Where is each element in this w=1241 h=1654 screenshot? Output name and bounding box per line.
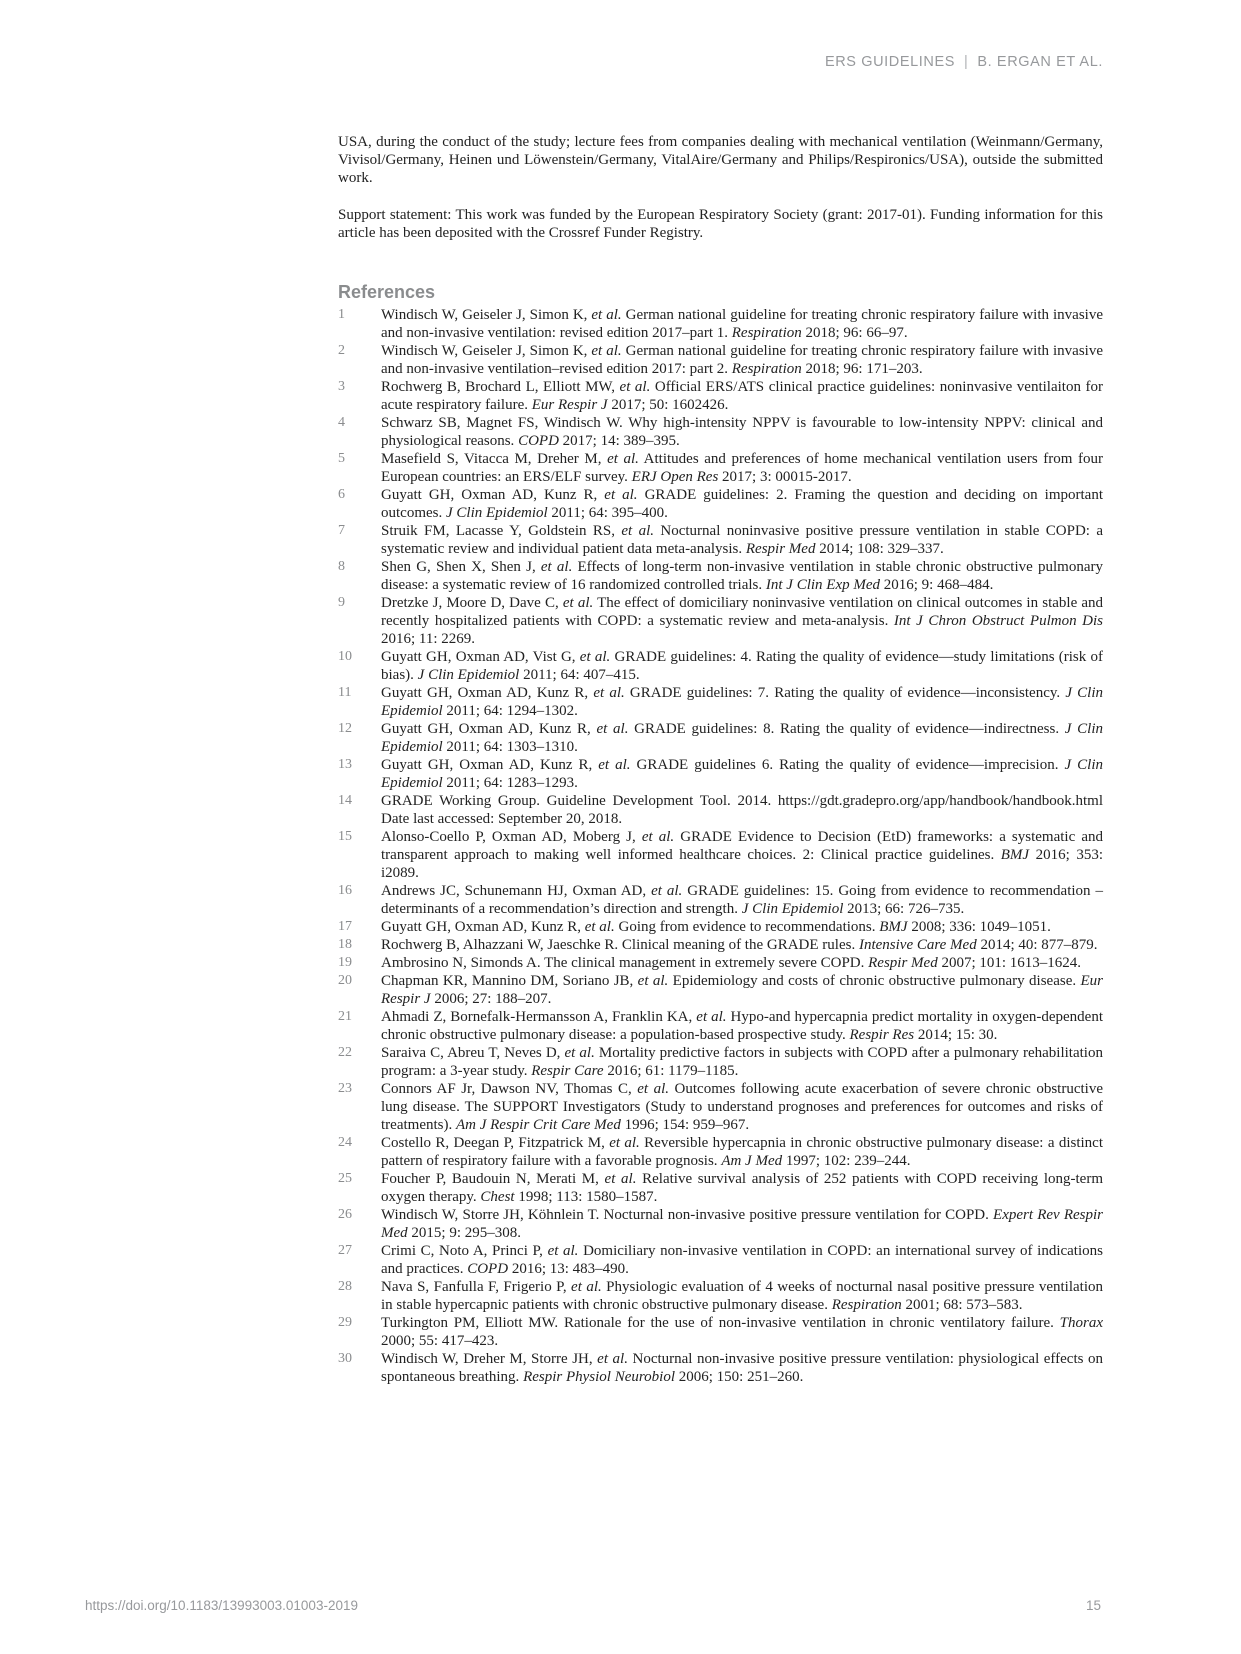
reference-number: 26 (338, 1207, 352, 1223)
reference-number: 7 (338, 523, 345, 539)
reference-item (338, 1314, 1103, 1350)
reference-item (338, 1134, 1103, 1170)
content-column (338, 133, 1103, 1386)
reference-number: 27 (338, 1243, 352, 1259)
reference-item (338, 792, 1103, 828)
reference-number: 4 (338, 415, 345, 431)
reference-number: 1 (338, 307, 345, 323)
reference-number: 16 (338, 883, 352, 899)
reference-text: Guyatt GH, Oxman AD, Kunz R, et al. GRADE guidelines: 8. Rating the quality of evidence—indirectness. J Clin Epidemiol 2011; 64: 1303–1310. (381, 721, 1103, 756)
reference-item (338, 1242, 1103, 1278)
reference-item (338, 828, 1103, 882)
reference-text: Saraiva C, Abreu T, Neves D, et al. Mortality predictive factors in subjects with COPD after a pulmonary rehabilitation program: a 3-year study. Respir Care 2016; 61: 1179–1185. (381, 1045, 1103, 1080)
reference-number: 19 (338, 955, 352, 971)
reference-text: Guyatt GH, Oxman AD, Kunz R, et al. GRADE guidelines: 2. Framing the question and deciding on important outcomes. J Clin Epidemiol 2011; 64: 395–400. (381, 487, 1104, 522)
reference-item (338, 306, 1103, 342)
reference-number: 10 (338, 649, 352, 665)
reference-item (338, 720, 1103, 756)
reference-text: Costello R, Deegan P, Fitzpatrick M, et al. Reversible hypercapnia in chronic obstructive pulmonary disease: a distinct pattern of respiratory failure with a favorable prognosis. Am J Med 1997; 102: 239–244. (381, 1135, 1104, 1170)
reference-number: 6 (338, 487, 345, 503)
disclosure-paragraph: USA, during the conduct of the study; lecture fees from companies dealing with mechanical ventilation (Weinmann/Germany, Vivisol/Germany, Heinen und Löwenstein/Germany, VitalAire/Germany and Philips/Respironics/USA), outside the submitted work. (338, 134, 1103, 187)
references-heading: References (338, 282, 436, 303)
running-header-separator: | (964, 54, 969, 70)
reference-item (338, 1278, 1103, 1314)
reference-item (338, 882, 1103, 918)
reference-text: Masefield S, Vitacca M, Dreher M, et al. Attitudes and preferences of home mechanical ventilation users from four European countries: an ERS/ELF survey. ERJ Open Res 2017; 3: 00015-2017. (381, 451, 1103, 486)
reference-item (338, 1170, 1103, 1206)
reference-number: 3 (338, 379, 345, 395)
reference-text: Windisch W, Geiseler J, Simon K, et al. German national guideline for treating chronic respiratory failure with invasive and non-invasive ventilation: revised edition 2017–part 1. Respiration 2018; 96: 66–97. (381, 307, 1103, 342)
reference-text: Windisch W, Dreher M, Storre JH, et al. Nocturnal non-invasive positive pressure ventilation: physiological effects on spontaneous breathing. Respir Physiol Neurobiol 2006; 150: 251–260. (381, 1351, 1104, 1386)
reference-number: 25 (338, 1171, 352, 1187)
reference-number: 30 (338, 1351, 352, 1367)
reference-item (338, 486, 1103, 522)
reference-number: 11 (338, 685, 352, 701)
reference-text: Ahmadi Z, Bornefalk-Hermansson A, Franklin KA, et al. Hypo-and hypercapnia predict mortality in oxygen-dependent chronic obstructive pulmonary disease: a population-based prospective study. Respir Res 2014; 15: 30. (381, 1009, 1103, 1044)
reference-item (338, 972, 1103, 1008)
reference-text: Foucher P, Baudouin N, Merati M, et al. Relative survival analysis of 252 patients with COPD receiving long-term oxygen therapy. Chest 1998; 113: 1580–1587. (381, 1171, 1103, 1206)
running-header-section: ERS GUIDELINES (824, 54, 956, 70)
reference-number: 2 (338, 343, 345, 359)
reference-text: Struik FM, Lacasse Y, Goldstein RS, et al. Nocturnal noninvasive positive pressure ventilation in stable COPD: a systematic review and individual patient data meta-analysis. Respir Med 2014; 108: 329–337. (381, 523, 1103, 558)
reference-number: 15 (338, 829, 352, 845)
reference-item (338, 954, 1103, 972)
reference-item (338, 756, 1103, 792)
reference-number: 29 (338, 1315, 352, 1331)
reference-item (338, 648, 1103, 684)
reference-text: Guyatt GH, Oxman AD, Kunz R, et al. GRADE guidelines 6. Rating the quality of evidence—imprecision. J Clin Epidemiol 2011; 64: 1283–1293. (381, 757, 1103, 792)
reference-text: Rochwerg B, Brochard L, Elliott MW, et al. Official ERS/ATS clinical practice guidelines: noninvasive ventilaiton for acute respiratory failure. Eur Respir J 2017; 50: 1602426. (381, 379, 1103, 414)
reference-number: 8 (338, 559, 345, 575)
reference-text: Chapman KR, Mannino DM, Soriano JB, et al. Epidemiology and costs of chronic obstructive pulmonary disease. Eur Respir J 2006; 27: 188–207. (381, 973, 1103, 1008)
reference-text: GRADE Working Group. Guideline Development Tool. 2014. https://gdt.gradepro.org/app/handbook/handbook.html Date last accessed: September 20, 2018. (381, 793, 1103, 828)
reference-text: Turkington PM, Elliott MW. Rationale for the use of non-invasive ventilation in chronic ventilatory failure. Thorax 2000; 55: 417–423. (381, 1315, 1103, 1350)
reference-text: Nava S, Fanfulla F, Frigerio P, et al. Physiologic evaluation of 4 weeks of nocturnal nasal positive pressure ventilation in stable hypercapnic patients with chronic obstructive pulmonary disease. Respiration 2001; 68: 573–583. (381, 1279, 1104, 1314)
reference-item (338, 450, 1103, 486)
reference-number: 20 (338, 973, 352, 989)
reference-number: 13 (338, 757, 352, 773)
reference-text: Dretzke J, Moore D, Dave C, et al. The effect of domiciliary noninvasive ventilation on clinical outcomes in stable and recently hospitalized patients with COPD: a systematic review and meta-analysis. Int J Chron Obstruct Pulmon Dis 2016; 11: 2269. (381, 595, 1104, 648)
reference-item (338, 1080, 1103, 1134)
reference-item (338, 918, 1103, 936)
reference-item (338, 378, 1103, 414)
reference-number: 23 (338, 1081, 352, 1097)
reference-item (338, 414, 1103, 450)
reference-item (338, 684, 1103, 720)
reference-item (338, 1206, 1103, 1242)
footer-doi-link: https://doi.org/10.1183/13993003.01003-2019 (85, 1598, 358, 1613)
reference-text: Guyatt GH, Oxman AD, Kunz R, et al. GRADE guidelines: 7. Rating the quality of evidence—inconsistency. J Clin Epidemiol 2011; 64: 1294–1302. (381, 685, 1103, 720)
reference-text: Schwarz SB, Magnet FS, Windisch W. Why high-intensity NPPV is favourable to low-intensity NPPV: clinical and physiological reasons. COPD 2017; 14: 389–395. (381, 415, 1103, 450)
reference-number: 21 (338, 1009, 352, 1025)
reference-item (338, 522, 1103, 558)
running-header-authors: B. ERGAN ET AL. (977, 54, 1103, 70)
reference-number: 18 (338, 937, 352, 953)
running-header (825, 54, 1103, 70)
support-statement-paragraph: Support statement: This work was funded by the European Respiratory Society (grant: 2017-01). Funding information for this article has been deposited with the Crossref Funder Registry. (338, 206, 1103, 241)
reference-text: Guyatt GH, Oxman AD, Kunz R, et al. Going from evidence to recommendations. BMJ 2008; 336: 1049–1051. (381, 919, 1051, 936)
reference-text: Guyatt GH, Oxman AD, Vist G, et al. GRADE guidelines: 4. Rating the quality of evidence—study limitations (risk of bias). J Clin Epidemiol 2011; 64: 407–415. (381, 649, 1103, 684)
reference-text: Shen G, Shen X, Shen J, et al. Effects of long-term non-invasive ventilation in stable chronic obstructive pulmonary disease: a systematic review of 16 randomized controlled trials. Int J Clin Exp Med 2016; 9: 468–484. (381, 559, 1103, 594)
footer-page-number: 15 (1085, 1598, 1101, 1613)
reference-text: Windisch W, Storre JH, Köhnlein T. Nocturnal non-invasive positive pressure ventilation for COPD. Expert Rev Respir Med 2015; 9: 295–308. (381, 1207, 1103, 1242)
reference-item (338, 1350, 1103, 1386)
reference-number: 17 (338, 919, 352, 935)
reference-number: 28 (338, 1279, 352, 1295)
reference-item (338, 936, 1103, 954)
reference-item (338, 342, 1103, 378)
reference-text: Alonso-Coello P, Oxman AD, Moberg J, et al. GRADE Evidence to Decision (EtD) frameworks: a systematic and transparent approach to making well informed healthcare choices. 2: Clinical practice guidelines. BMJ 2016; 353: i2089. (381, 829, 1103, 882)
reference-number: 9 (338, 595, 345, 611)
reference-item (338, 1008, 1103, 1044)
reference-text: Rochwerg B, Alhazzani W, Jaeschke R. Clinical meaning of the GRADE rules. Intensive Care Med 2014; 40: 877–879. (381, 937, 1098, 954)
reference-number: 14 (338, 793, 352, 809)
reference-text: Andrews JC, Schunemann HJ, Oxman AD, et al. GRADE guidelines: 15. Going from evidence to recommendation – determinants of a recommendation’s direction and strength. J Clin Epidemiol 2013; 66: 726–735. (381, 883, 1103, 918)
reference-list (338, 306, 1103, 1386)
reference-item (338, 558, 1103, 594)
reference-text: Connors AF Jr, Dawson NV, Thomas C, et al. Outcomes following acute exacerbation of severe chronic obstructive lung disease. The SUPPORT Investigators (Study to understand prognoses and preferences for outcomes and risks of treatments). Am J Respir Crit Care Med 1996; 154: 959–967. (381, 1081, 1103, 1134)
reference-text: Crimi C, Noto A, Princi P, et al. Domiciliary non-invasive ventilation in COPD: an international survey of indications and practices. COPD 2016; 13: 483–490. (381, 1243, 1103, 1278)
reference-text: Windisch W, Geiseler J, Simon K, et al. German national guideline for treating chronic respiratory failure with invasive and non-invasive ventilation–revised edition 2017: part 2. Respiration 2018; 96: 171–203. (381, 343, 1103, 378)
reference-item (338, 594, 1103, 648)
reference-number: 5 (338, 451, 345, 467)
reference-text: Ambrosino N, Simonds A. The clinical management in extremely severe COPD. Respir Med 2007; 101: 1613–1624. (381, 955, 1082, 972)
reference-item (338, 1044, 1103, 1080)
reference-number: 12 (338, 721, 352, 737)
reference-number: 24 (338, 1135, 352, 1151)
reference-number: 22 (338, 1045, 352, 1061)
